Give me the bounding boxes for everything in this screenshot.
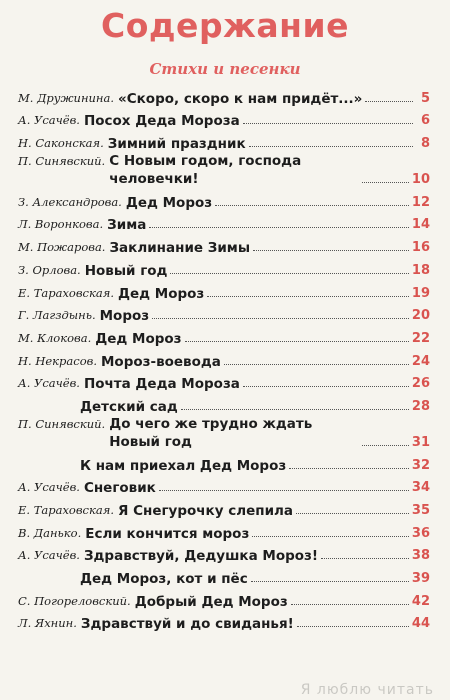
toc-entry[interactable] (18, 542, 430, 565)
toc-entry[interactable] (18, 279, 430, 302)
toc-list (18, 84, 430, 632)
entry-page: 6 (420, 113, 430, 129)
entry-author: С. Погореловский. (18, 593, 131, 608)
dot-leader (159, 490, 409, 491)
entry-page: 24 (411, 353, 430, 369)
entry-title: Дед Мороз (118, 285, 205, 302)
entry-title: Снеговик (83, 480, 156, 497)
entry-author: Е. Тараховская. (18, 503, 114, 517)
entry-title: Зима (107, 217, 147, 234)
toc-entry[interactable] (18, 415, 430, 451)
dot-leader (170, 273, 408, 274)
entry-page: 36 (411, 525, 430, 541)
entry-author: Л. Воронкова. (18, 217, 104, 232)
entry-page: 12 (411, 194, 430, 210)
toc-entry[interactable] (18, 211, 430, 234)
toc-entry[interactable] (18, 152, 430, 188)
dot-leader (149, 227, 409, 228)
toc-entry[interactable] (18, 84, 430, 107)
entry-page: 38 (411, 548, 430, 564)
entry-page: 44 (411, 616, 430, 632)
entry-page: 35 (411, 503, 430, 518)
entry-page: 32 (411, 457, 430, 473)
page-title: Содержание (101, 6, 349, 45)
entry-title: Я Снегурочку слепила (118, 503, 294, 519)
toc-entry[interactable] (18, 233, 430, 256)
entry-page: 5 (420, 90, 430, 106)
entry-title: Посох Деда Мороза (83, 113, 240, 130)
dot-leader (362, 445, 409, 446)
dot-leader (289, 468, 409, 469)
entry-page: 18 (411, 262, 430, 278)
entry-title: Заклинание Зимы (109, 240, 251, 257)
entry-title: Если кончится мороз (85, 525, 250, 542)
entry-author: Е. Тараховская. (18, 285, 114, 300)
entry-page: 20 (411, 308, 430, 324)
entry-author: А. Усачёв. (18, 376, 80, 391)
dot-leader (251, 581, 409, 582)
entry-title: «Скоро, скоро к нам придёт...» (118, 90, 363, 107)
entry-title: С Новым годом, господа человечки! (109, 153, 302, 188)
entry-title: Дед Мороз (125, 194, 213, 211)
entry-author: А. Усачёв. (18, 113, 80, 128)
dot-leader (152, 318, 409, 319)
entry-title: Дед Мороз, кот и пёс (80, 571, 248, 588)
entry-title: Мороз (99, 308, 150, 325)
entry-author: В. Данько. (18, 525, 82, 540)
entry-page: 31 (411, 434, 430, 450)
dot-leader (365, 101, 413, 102)
dot-leader (291, 604, 409, 605)
dot-leader (215, 205, 409, 206)
entry-page: 34 (411, 480, 430, 496)
section-title: Стихи и песенки (149, 60, 301, 78)
toc-entry[interactable] (18, 347, 430, 370)
entry-author: Г. Лагздынь. (18, 308, 96, 323)
dot-leader (296, 513, 409, 514)
entry-title: Детский сад (80, 398, 178, 415)
dot-leader (253, 250, 409, 251)
entry-author: З. Орлова. (18, 262, 81, 277)
dot-leader (207, 296, 409, 297)
entry-author: Н. Некрасов. (18, 353, 97, 368)
toc-entry[interactable] (18, 496, 430, 519)
toc-entry[interactable] (18, 587, 430, 610)
entry-page: 14 (411, 217, 430, 233)
entry-title: Почта Деда Мороза (83, 376, 240, 393)
entry-page: 8 (420, 136, 430, 152)
entry-title: Добрый Дед Мороз (134, 593, 288, 610)
entry-author: М. Дружинина. (18, 90, 115, 105)
toc-entry[interactable] (18, 610, 430, 633)
entry-author: А. Усачёв. (18, 548, 80, 563)
dot-leader (297, 626, 409, 627)
dot-leader (181, 409, 409, 410)
entry-author: Л. Яхнин. (18, 616, 77, 631)
entry-title: Новый год (84, 262, 168, 279)
toc-entry[interactable] (18, 302, 430, 325)
entry-page: 42 (411, 593, 430, 609)
entry-author: Н. Саконская. (18, 136, 104, 151)
entry-title: До чего же трудно ждать Новый год (109, 415, 313, 450)
toc-entry[interactable] (18, 256, 430, 279)
toc-entry[interactable] (18, 129, 430, 152)
toc-entry[interactable] (18, 392, 430, 415)
entry-title: К нам приехал Дед Мороз (80, 457, 287, 474)
entry-page: 16 (411, 240, 430, 256)
dot-leader (362, 182, 409, 183)
toc-entry[interactable] (18, 564, 430, 587)
toc-entry[interactable] (18, 324, 430, 347)
entry-title: Здравствуй, Дедушка Мороз! (83, 548, 319, 565)
toc-entry[interactable] (18, 519, 430, 542)
toc-entry[interactable] (18, 188, 430, 211)
dot-leader (243, 386, 409, 387)
entry-title: Здравствуй и до свиданья! (80, 616, 294, 633)
toc-entry[interactable] (18, 107, 430, 130)
entry-page: 28 (411, 398, 430, 414)
dot-leader (243, 123, 413, 124)
entry-author: А. Усачёв. (18, 480, 80, 495)
entry-author: П. Синявский. (18, 154, 106, 169)
dot-leader (224, 364, 409, 365)
toc-entry[interactable] (18, 370, 430, 393)
entry-page: 19 (411, 285, 430, 301)
entry-author: М. Клокова. (18, 330, 92, 345)
entry-author: З. Александрова. (18, 194, 122, 209)
entry-author: М. Пожарова. (18, 240, 106, 255)
entry-page: 26 (411, 376, 430, 392)
dot-leader (249, 146, 413, 147)
dot-leader (185, 341, 409, 342)
dot-leader (252, 536, 409, 537)
entry-title: Мороз-воевода (100, 353, 221, 370)
entry-title: Зимний праздник (107, 136, 246, 153)
entry-author: П. Синявский. (18, 416, 106, 431)
toc-entry[interactable] (18, 451, 430, 474)
watermark: Я люблю читать (300, 682, 434, 698)
dot-leader (321, 558, 409, 559)
entry-page: 10 (411, 172, 430, 188)
toc-entry[interactable] (18, 474, 430, 497)
entry-page: 22 (411, 330, 430, 346)
entry-title: Дед Мороз (95, 330, 182, 347)
entry-page: 39 (411, 571, 430, 587)
